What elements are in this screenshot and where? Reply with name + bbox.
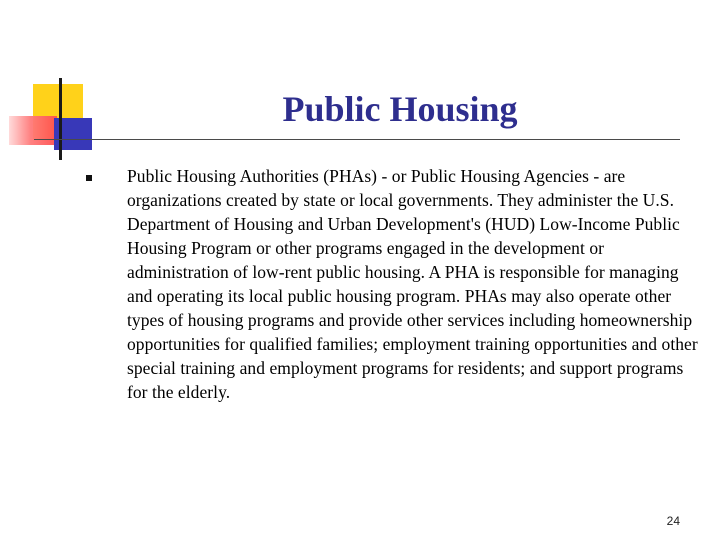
decorative-vertical-line bbox=[59, 78, 62, 160]
page-number: 24 bbox=[666, 514, 680, 528]
title-divider-line bbox=[34, 139, 680, 140]
bullet-text: Public Housing Authorities (PHAs) - or Public Housing Agencies - are organizations created by state or local governments. They administer the U.S. Department of Housing and Urban Development's (HUD) Low-Income Public Housing Program or other programs engaged in the development or administration of low-rent public housing. A PHA is responsible for managing and operating its local public housing program. PHAs may also operate other types of housing programs and provide other services including homeownership opportunities for qualified families; employment training opportunities and other special training and employment programs for residents; and support programs for the elderly. bbox=[127, 166, 698, 402]
bullet-square-icon bbox=[86, 175, 92, 181]
decorative-red-block bbox=[9, 116, 57, 145]
slide-title: Public Housing bbox=[282, 89, 518, 129]
